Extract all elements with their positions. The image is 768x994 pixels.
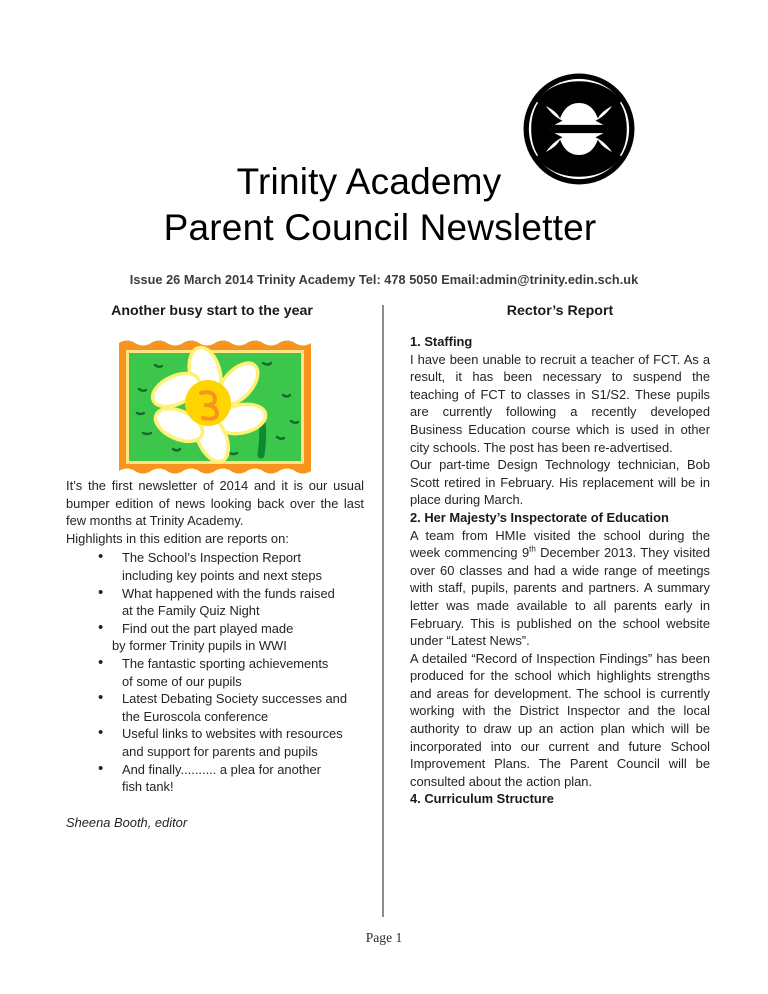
section-paragraph <box>410 527 710 650</box>
list-item <box>66 690 364 725</box>
list-item-line-1: And finally.......... a plea for another <box>122 761 321 777</box>
page-title-line-2: Parent Council Newsletter <box>163 207 597 248</box>
left-column <box>66 303 364 830</box>
list-item-line-1: The fantastic sporting achievements <box>122 655 329 671</box>
list-item-line-1: What happened with the funds raised <box>122 585 335 601</box>
ordinal-suffix: th <box>529 544 536 554</box>
two-column-body <box>0 303 768 830</box>
list-item-line-2: including key points and next steps <box>122 567 322 583</box>
left-column-heading: Another busy start to the year <box>111 303 313 319</box>
highlights-lead: Highlights in this edition are reports on: <box>66 530 289 546</box>
list-item <box>66 655 364 690</box>
list-item-line-1: Useful links to websites with resources <box>122 726 343 742</box>
list-item <box>66 761 364 796</box>
list-item-line-1: The School’s Inspection Report <box>122 550 301 566</box>
list-item <box>66 725 364 760</box>
list-item-line-2: at the Family Quiz Night <box>122 603 260 619</box>
list-item-line-1: Latest Debating Society successes and <box>122 691 348 707</box>
list-item-line-1: Find out the part played made <box>122 620 294 636</box>
list-item <box>66 585 364 620</box>
column-divider <box>382 305 384 917</box>
list-item-line-2: the Euroscola conference <box>122 708 269 724</box>
list-item-line-2: and support for parents and pupils <box>122 743 318 759</box>
section-paragraph-text-b: December 2013. They visited over 60 classes and had a wide range of meetings with staff, pupils, parents and partners. A summary letter was made available to all parents early in February. This is published on the school website under “Latest News”. <box>410 545 710 649</box>
list-item-line-2: fish tank! <box>122 779 174 795</box>
section-heading-staffing: 1. Staffing <box>410 334 473 349</box>
editor-byline: Sheena Booth, editor <box>66 814 188 830</box>
ordinal-number: 9 <box>521 545 530 561</box>
masthead <box>0 0 768 287</box>
list-item <box>66 620 364 655</box>
list-item-line-2: by former Trinity pupils in WWI <box>112 638 287 654</box>
rectors-report-heading: Rector’s Report <box>506 303 614 319</box>
page-title-line-1: Trinity Academy <box>236 161 502 202</box>
section-heading-hmie: 2. Her Majesty’s Inspectorate of Education <box>410 509 669 525</box>
list-item <box>66 549 364 584</box>
trinity-academy-crest-icon <box>508 70 650 188</box>
section-heading-curriculum-structure: 4. Curriculum Structure <box>410 791 554 807</box>
right-column <box>410 303 710 808</box>
daffodil-illustration <box>113 337 317 477</box>
issue-info-line: Issue 26 March 2014 Trinity Academy Tel: 478 5050 Email:admin@trinity.edin.sch.uk <box>129 273 639 287</box>
highlights-list <box>66 549 364 795</box>
list-item-line-2: of some of our pupils <box>122 673 242 689</box>
page-number-footer: Page 1 <box>365 930 403 945</box>
section-paragraph: A detailed “Record of Inspection Findings” has been produced for the school which highlights strengths and areas for development. The school is currently working with the District Inspector and the local authority to draw up an action plan which will be incorporated into our current and future School Improvement Plans. The Parent Council will be consulted about the action plan. <box>410 650 710 789</box>
section-paragraph-text-a: A team from HMIe visited the school during the week commencing <box>410 527 710 561</box>
section-paragraph: I have been unable to recruit a teacher of FCT. As a result, it has been necessary to suspend the teaching of FCT to classes in S1/S2. These pupils are currently following a recently developed Business Education course which is used in other city schools. The post has been re-advertised. <box>410 351 710 455</box>
intro-paragraph: It’s the first newsletter of 2014 and it is our usual bumper edition of news looking back over the last few months at Trinity Academy. <box>66 478 364 529</box>
section-paragraph: Our part-time Design Technology technician, Bob Scott retired in February. His replacement will be in place during March. <box>410 457 710 508</box>
